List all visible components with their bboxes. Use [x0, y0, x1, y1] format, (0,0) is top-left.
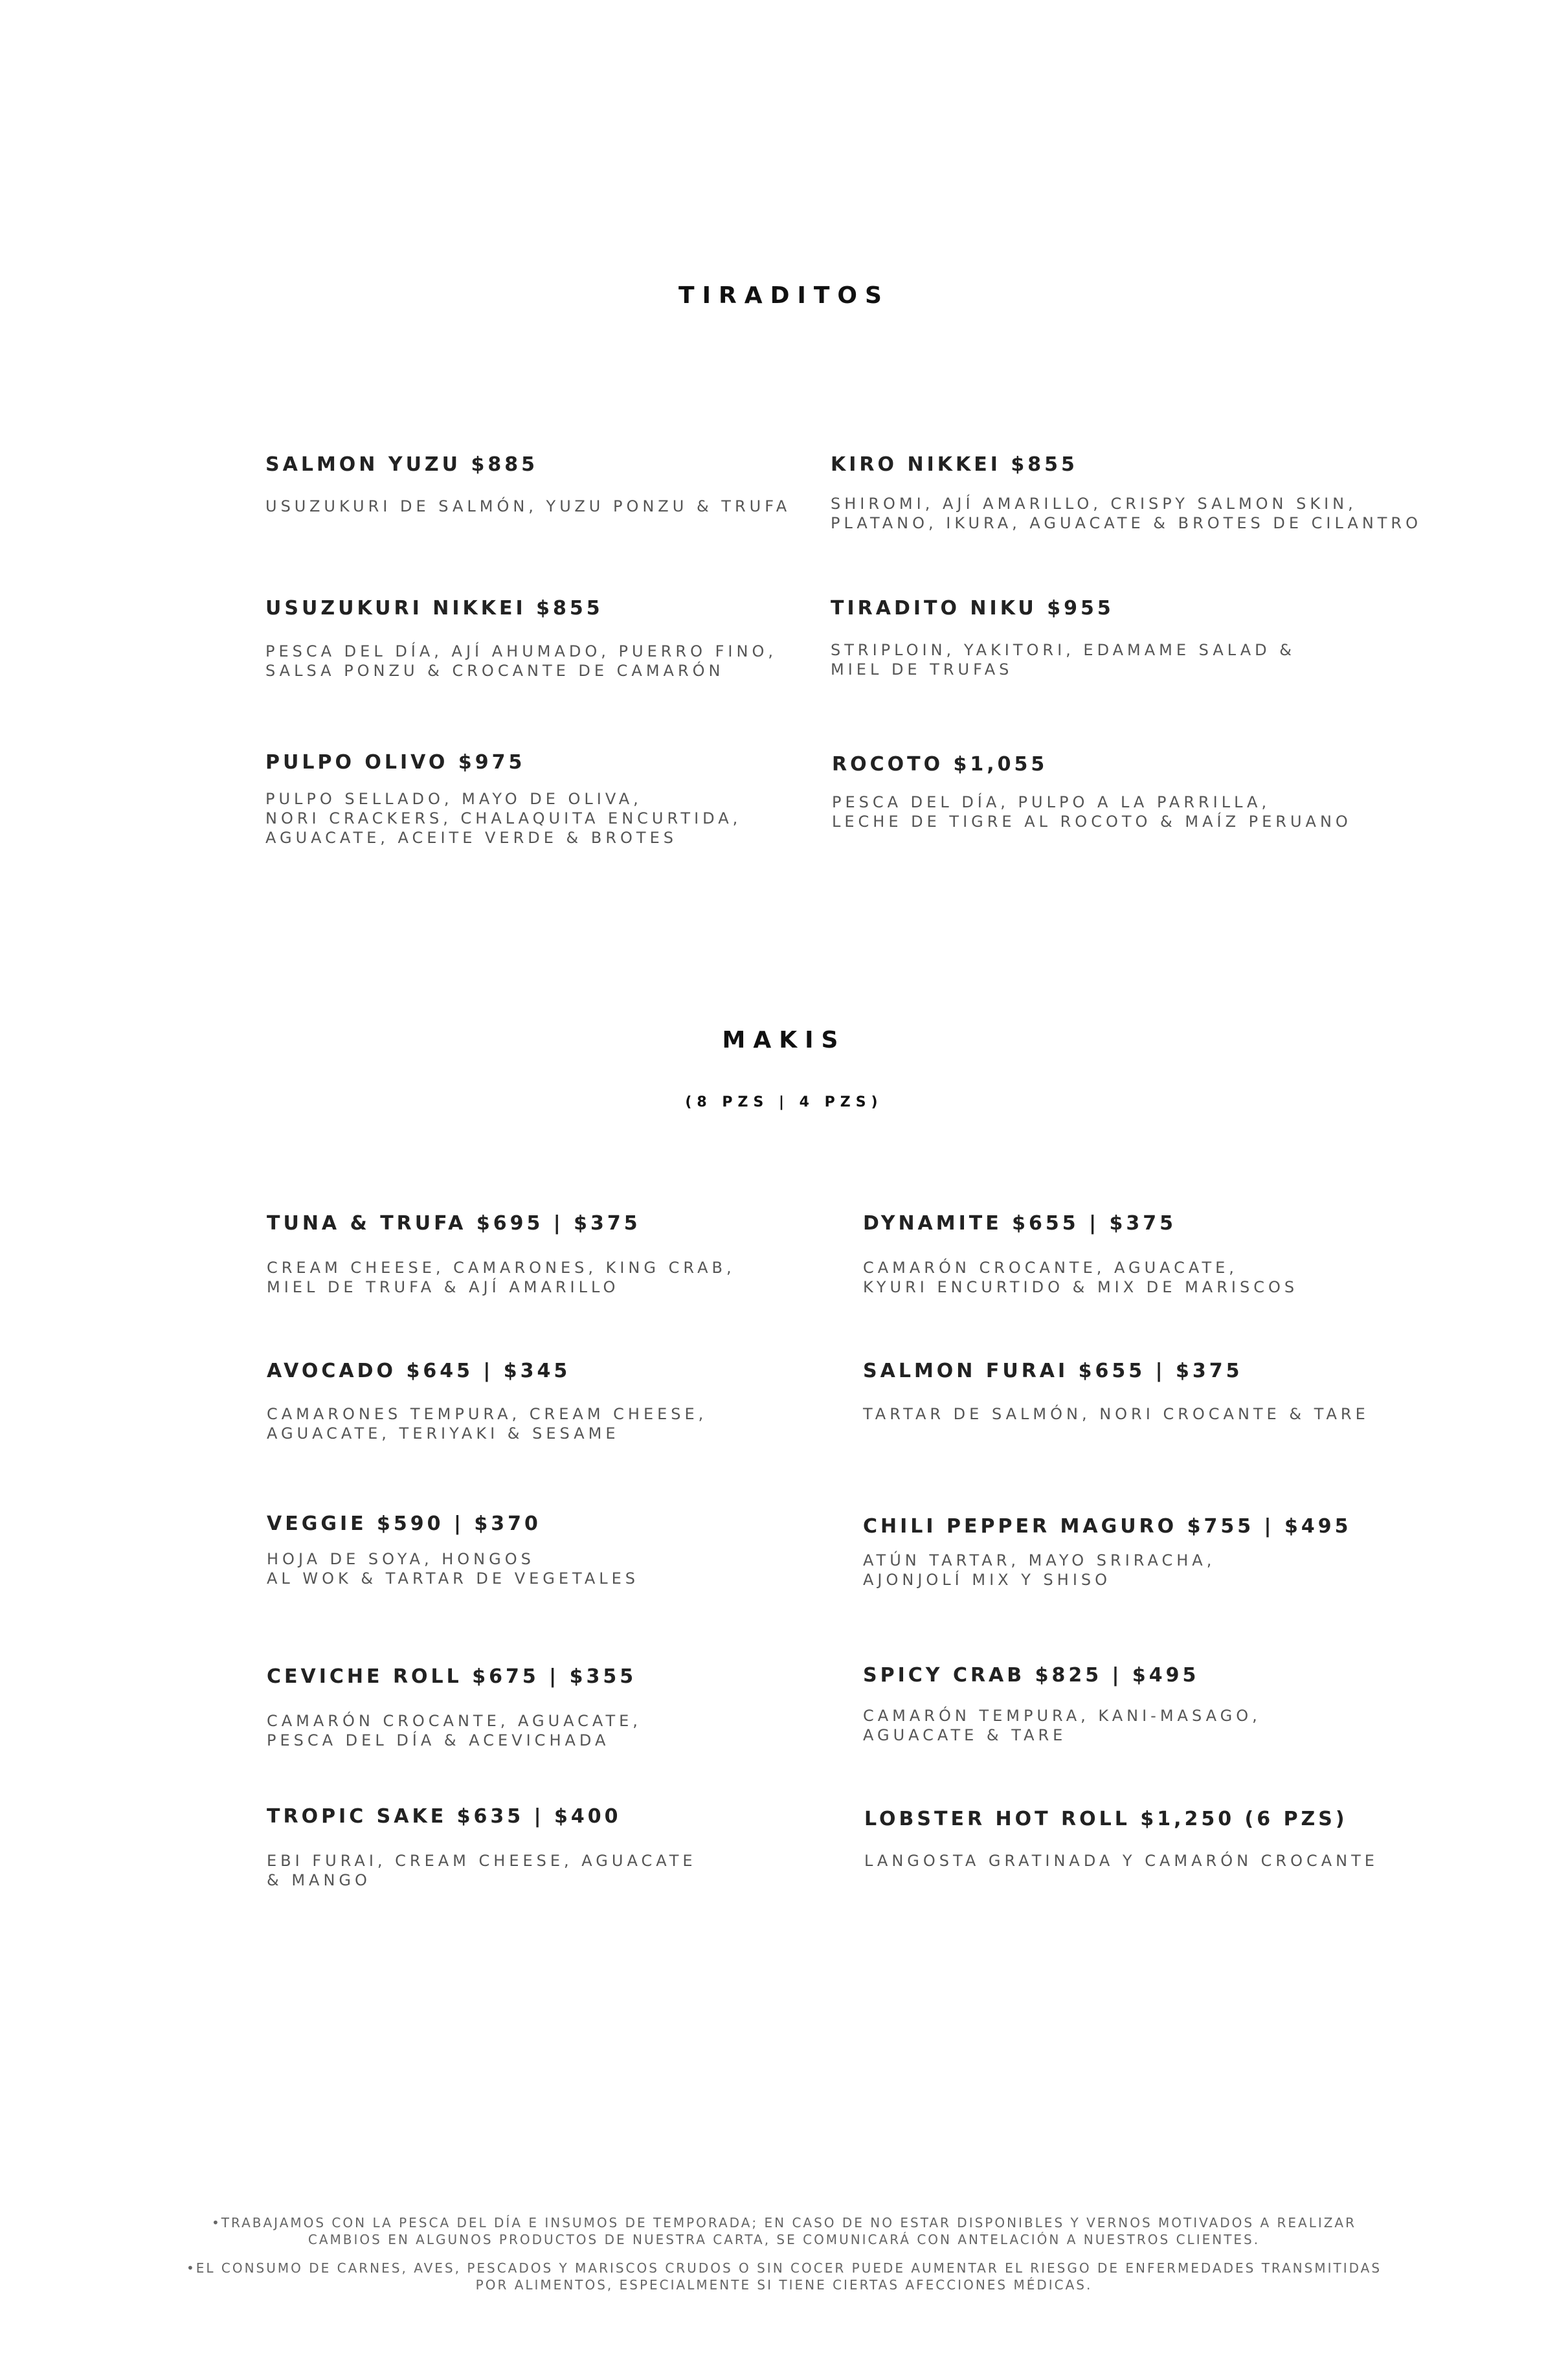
- menu-item: [267, 1805, 697, 1890]
- item-name: ROCOTO $1,055: [832, 753, 1048, 776]
- item-name: TUNA & TRUFA $695 | $375: [267, 1212, 641, 1235]
- item-description: EBI FURAI, CREAM CHEESE, AGUACATE & MANGO: [267, 1852, 697, 1889]
- menu-item: [265, 453, 790, 516]
- menu-item: [265, 751, 741, 848]
- section-title-makis: MAKIS: [722, 1027, 846, 1053]
- item-description: USUZUKURI DE SALMÓN, YUZU PONZU & TRUFA: [265, 497, 791, 515]
- item-name: TROPIC SAKE $635 | $400: [267, 1805, 622, 1828]
- item-description: PESCA DEL DÍA, PULPO A LA PARRILLA, LECHE DE TIGRE AL ROCOTO & MAÍZ PERUANO: [832, 793, 1352, 831]
- item-name: KIRO NIKKEI $855: [831, 453, 1078, 476]
- item-description: ATÚN TARTAR, MAYO SRIRACHA, AJONJOLÍ MIX Y SHISO: [863, 1551, 1216, 1589]
- item-name: SALMON FURAI $655 | $375: [863, 1360, 1243, 1382]
- menu-item: [864, 1808, 1378, 1871]
- menu-item: [267, 1512, 639, 1588]
- menu-item: [267, 1212, 735, 1297]
- item-description: PESCA DEL DÍA, AJÍ AHUMADO, PUERRO FINO, SALSA PONZU & CROCANTE DE CAMARÓN: [265, 642, 777, 680]
- menu-item: [863, 1664, 1261, 1745]
- item-name: PULPO OLIVO $975: [265, 751, 526, 774]
- item-description: CAMARONES TEMPURA, CREAM CHEESE, AGUACATE, TERIYAKI & SESAME: [267, 1405, 708, 1443]
- section-title-tiraditos: TIRADITOS: [678, 282, 890, 309]
- menu-item: [863, 1515, 1351, 1590]
- item-name: SALMON YUZU $885: [265, 453, 538, 476]
- footnote-health-warning: •EL CONSUMO DE CARNES, AVES, PESCADOS Y MARISCOS CRUDOS O SIN COCER PUEDE AUMENTAR EL RIESGO DE ENFERMEDADES TRANSMITIDAS POR ALIMENTOS, ESPECIALMENTE SI TIENE CIERTAS AFECCIONES MÉDICAS.: [186, 2260, 1382, 2293]
- item-description: CAMARÓN TEMPURA, KANI-MASAGO, AGUACATE & TARE: [863, 1707, 1261, 1744]
- menu-item: [265, 597, 777, 680]
- item-description: CAMARÓN CROCANTE, AGUACATE, PESCA DEL DÍA & ACEVICHADA: [267, 1712, 642, 1749]
- item-description: LANGOSTA GRATINADA Y CAMARÓN CROCANTE: [864, 1852, 1378, 1870]
- menu-item: [863, 1212, 1298, 1297]
- item-description: STRIPLOIN, YAKITORI, EDAMAME SALAD & MIEL DE TRUFAS: [831, 641, 1295, 679]
- item-name: USUZUKURI NIKKEI $855: [265, 597, 603, 620]
- menu-item: [863, 1360, 1369, 1424]
- menu-item: [831, 597, 1295, 679]
- item-name: CEVICHE ROLL $675 | $355: [267, 1665, 637, 1688]
- menu-item: [832, 753, 1352, 831]
- item-description: SHIROMI, AJÍ AMARILLO, CRISPY SALMON SKIN, PLATANO, IKURA, AGUACATE & BROTES DE CILANTRO: [831, 495, 1422, 532]
- item-name: CHILI PEPPER MAGURO $755 | $495: [863, 1515, 1352, 1538]
- item-name: AVOCADO $645 | $345: [267, 1360, 571, 1382]
- item-name: TIRADITO NIKU $955: [831, 597, 1114, 620]
- item-name: SPICY CRAB $825 | $495: [863, 1664, 1200, 1687]
- item-description: CAMARÓN CROCANTE, AGUACATE, KYURI ENCURTIDO & MIX DE MARISCOS: [863, 1259, 1299, 1296]
- item-name: DYNAMITE $655 | $375: [863, 1212, 1177, 1235]
- footnote-availability: •TRABAJAMOS CON LA PESCA DEL DÍA E INSUMOS DE TEMPORADA; EN CASO DE NO ESTAR DISPONIBLES Y VERNOS MOTIVADOS A REALIZAR CAMBIOS EN ALGUNOS PRODUCTOS DE NUESTRA CARTA, SE COMUNICARÁ CON ANTELACIÓN A NUESTROS CLIENTES.: [211, 2215, 1357, 2247]
- item-name: LOBSTER HOT ROLL $1,250 (6 PZS): [864, 1808, 1348, 1830]
- section-subtitle-makis: (8 PZS | 4 PZS): [685, 1094, 883, 1110]
- menu-item: [267, 1665, 642, 1750]
- item-description: HOJA DE SOYA, HONGOS AL WOK & TARTAR DE VEGETALES: [267, 1550, 640, 1588]
- menu-item: [267, 1360, 707, 1443]
- item-description: CREAM CHEESE, CAMARONES, KING CRAB, MIEL DE TRUFA & AJÍ AMARILLO: [267, 1259, 735, 1296]
- menu-item: [831, 453, 1422, 533]
- item-description: TARTAR DE SALMÓN, NORI CROCANTE & TARE: [863, 1405, 1369, 1423]
- item-name: VEGGIE $590 | $370: [267, 1512, 541, 1535]
- item-description: PULPO SELLADO, MAYO DE OLIVA, NORI CRACKERS, CHALAQUITA ENCURTIDA, AGUACATE, ACEITE VERDE & BROTES: [265, 790, 742, 847]
